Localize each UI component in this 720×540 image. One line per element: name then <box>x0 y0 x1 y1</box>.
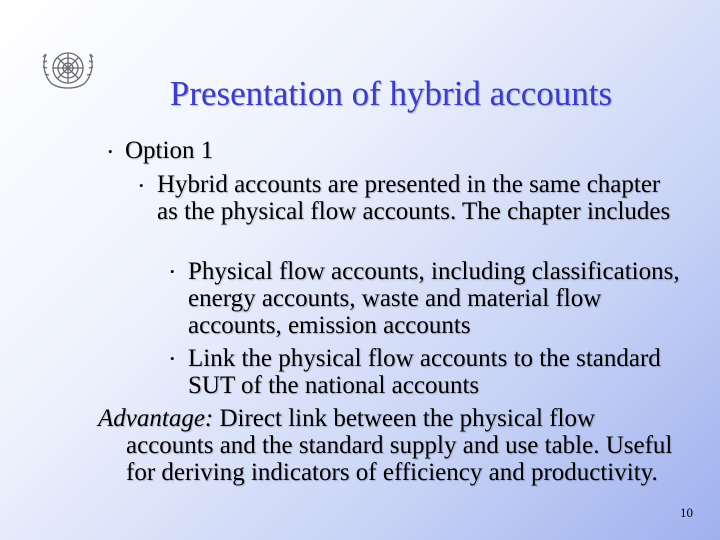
bullet-icon: • <box>139 178 144 193</box>
page-number: 10 <box>680 505 693 520</box>
option-label: Option 1 <box>125 137 214 164</box>
slide-title: Presentation of hybrid accounts <box>169 74 613 113</box>
list-item: Link the physical flow accounts to the standard SUT of the national accounts <box>188 345 661 399</box>
advantage-paragraph <box>98 405 678 486</box>
advantage-text: Direct link between the physical flow accounts and the standard supply and use table. Useful for deriving indicators of efficiency and productivity. <box>126 405 673 486</box>
bullet-icon: • <box>170 351 175 366</box>
bullet-icon: • <box>108 144 113 159</box>
list-item: Physical flow accounts, including classifications, energy accounts, waste and material flow accounts, emission accounts <box>188 258 680 339</box>
advantage-label: Advantage: <box>98 405 214 432</box>
bullet-icon: • <box>170 264 175 279</box>
sub-bullet-text: Hybrid accounts are presented in the same chapter as the physical flow accounts. The chapter includes <box>157 171 671 225</box>
